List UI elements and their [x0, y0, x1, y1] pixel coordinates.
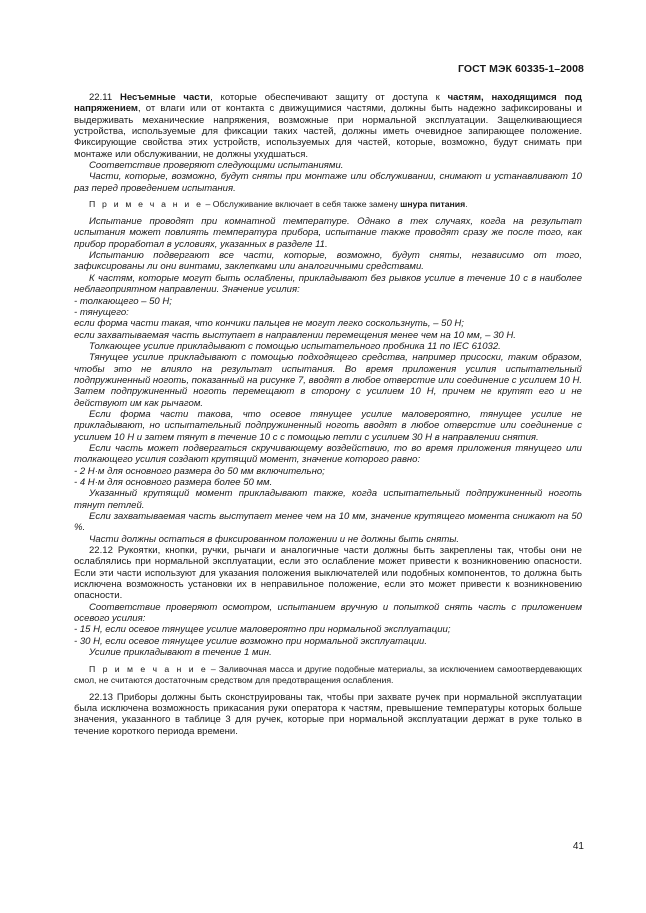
test-paragraph: Соответствие проверяют следующими испытаниями. [89, 160, 344, 172]
note-service [74, 199, 582, 210]
list-item: - толкающего – 50 Н; [74, 295, 172, 307]
note-text: . [465, 199, 468, 210]
test-paragraph: Усилие прикладывают в течение 1 мин. [89, 647, 272, 659]
note-text: – Заливочная масса и другие подобные материалы, за исключением самоотвердевающих смол, не считаются достаточным средством для предотвращения ослабления. [74, 663, 582, 685]
clause-22-13: 22.13 Приборы должны быть сконструированы так, чтобы при захвате ручек при нормальной эксплуатации была исключена возможность прикасания руки оператора к частям, превышение температуры которых больше значения, указанного в таблице 3 для ручек, которые при нормальной эксплуатации держат в руке только в течение короткого периода времени. [74, 691, 582, 737]
document-body [74, 92, 582, 737]
clause-text: , которые обеспечивают защиту от доступа к [210, 92, 448, 103]
test-paragraph: Соответствие проверяют осмотром, испытанием вручную и попыткой снять часть с приложением осевого усилия: [74, 601, 582, 625]
note-potting [74, 664, 582, 686]
test-paragraph: Части должны остаться в фиксированном положении и не должны быть сняты. [89, 533, 459, 545]
list-item: - 15 Н, если осевое тянущее усилие маловероятно при нормальной эксплуатации; [74, 624, 451, 636]
test-paragraph: Испытание проводят при комнатной температуре. Однако в тех случаях, когда на результат испытания может повлиять температура прибора, испытание также проводят сразу же после того, как прибор проработал в условиях, указанных в разделе 11. [74, 216, 582, 250]
clause-number: 22.11 [89, 92, 120, 103]
list-item: - 2 Н·м для основного размера до 50 мм включительно; [74, 465, 325, 477]
term-non-removable-parts: Несъемные части [119, 92, 211, 103]
term-live-parts: частям, находящимся под напряжением [74, 92, 582, 115]
list-item: - 30 Н, если осевое тянущее усилие возможно при нормальной эксплуатации. [74, 635, 428, 647]
list-item: - тянущего: [74, 306, 129, 318]
test-paragraph: Толкающее усилие прикладывают с помощью испытательного пробника 11 по IEC 61032. [89, 340, 501, 352]
test-paragraph: Если часть может подвергаться скручивающему воздействию, то во время приложения тянущего или толкающего усилия создают крутящий момент, значение которого равно: [74, 442, 582, 466]
test-paragraph: К частям, которые могут быть ослаблены, прикладывают без рывков усилие в течение 10 с в наиболее неблагоприятном направлении. Значение усилия: [74, 272, 582, 296]
test-paragraph: Тянущее усилие прикладывают с помощью подходящего средства, например присоски, таким образом, чтобы это не влияло на результат испытания. Во время приложения усилия испытательный подпружиненный ноготь, показанный на рисунке 7, вводят в любое отверстие или соединение с усилием 10 Н. Затем подпружиненный ноготь перемещают в сторону с усилием 10 Н, причем не крутят его и не действуют им как рычагом. [74, 352, 582, 409]
test-paragraph: Части, которые, возможно, будут сняты при монтаже или обслуживании, снимают и устанавливают 10 раз перед проведением испытания. [74, 171, 582, 194]
document-header: ГОСТ МЭК 60335-1–2008 [457, 63, 584, 75]
test-paragraph: Испытанию подвергают все части, которые, возможно, будут сняты, независимо от того, зафиксированы ли они винтами, заклепками или аналогичными средствами. [74, 250, 582, 273]
test-paragraph: Если захватываемая часть выступает менее чем на 10 мм, значение крутящего момента снижают на 50 %. [74, 511, 582, 534]
term-supply-cord: шнура питания [400, 199, 466, 210]
note-label: П р и м е ч а н и е [89, 199, 204, 210]
list-item: если захватываемая часть выступает в направлении перемещения менее чем на 10 мм, – 30 Н. [74, 329, 516, 341]
page-number: 41 [572, 841, 584, 852]
note-text: – Обслуживание включает в себя также замену [203, 199, 401, 210]
clause-22-12: 22.12 Рукоятки, кнопки, ручки, рычаги и аналогичные части должны быть закреплены так, чтобы они не ослаблялись при нормальной эксплуатации, если это ослабление может привести к возникновению опасности. Если эти части используют для указания положения выключателей или подобных компонентов, то должна быть исключена возможность установки их в неправильное положение, если это может привести к возникновению опасности. [74, 545, 582, 602]
test-paragraph: Если форма части такова, что осевое тянущее усилие маловероятно, тянущее усилие не прикладывают, но испытательный подпружиненный ноготь вводят в любое отверстие или соединение с усилием 10 Н и затем тянут в течение 10 с с помощью петли с усилием 30 Н в направлении снятия. [74, 408, 582, 443]
note-label: П р и м е ч а н и е [89, 663, 208, 674]
clause-22-11 [74, 92, 582, 160]
list-item: если форма части такая, что кончики пальцев не могут легко соскользнуть, – 50 Н; [74, 318, 464, 330]
clause-text: , от влаги или от контакта с движущимися частями, должны быть надежно зафиксированы и выдерживать механические напряжения, возможные при нормальной эксплуатации. Защелкивающиеся устройства, используемые для фиксации таких частей, должны иметь очевидное запирающее положение. Фиксирующие свойства этих устройств, используемых для частей, которые, возможно, будут снимать при монтаже или обслуживании, не должны ухудшаться. [74, 103, 582, 160]
list-item: - 4 Н·м для основного размера более 50 мм. [74, 477, 273, 488]
test-paragraph: Указанный крутящий момент прикладывают также, когда испытательный подпружиненный ноготь тянут петлей. [74, 488, 582, 511]
